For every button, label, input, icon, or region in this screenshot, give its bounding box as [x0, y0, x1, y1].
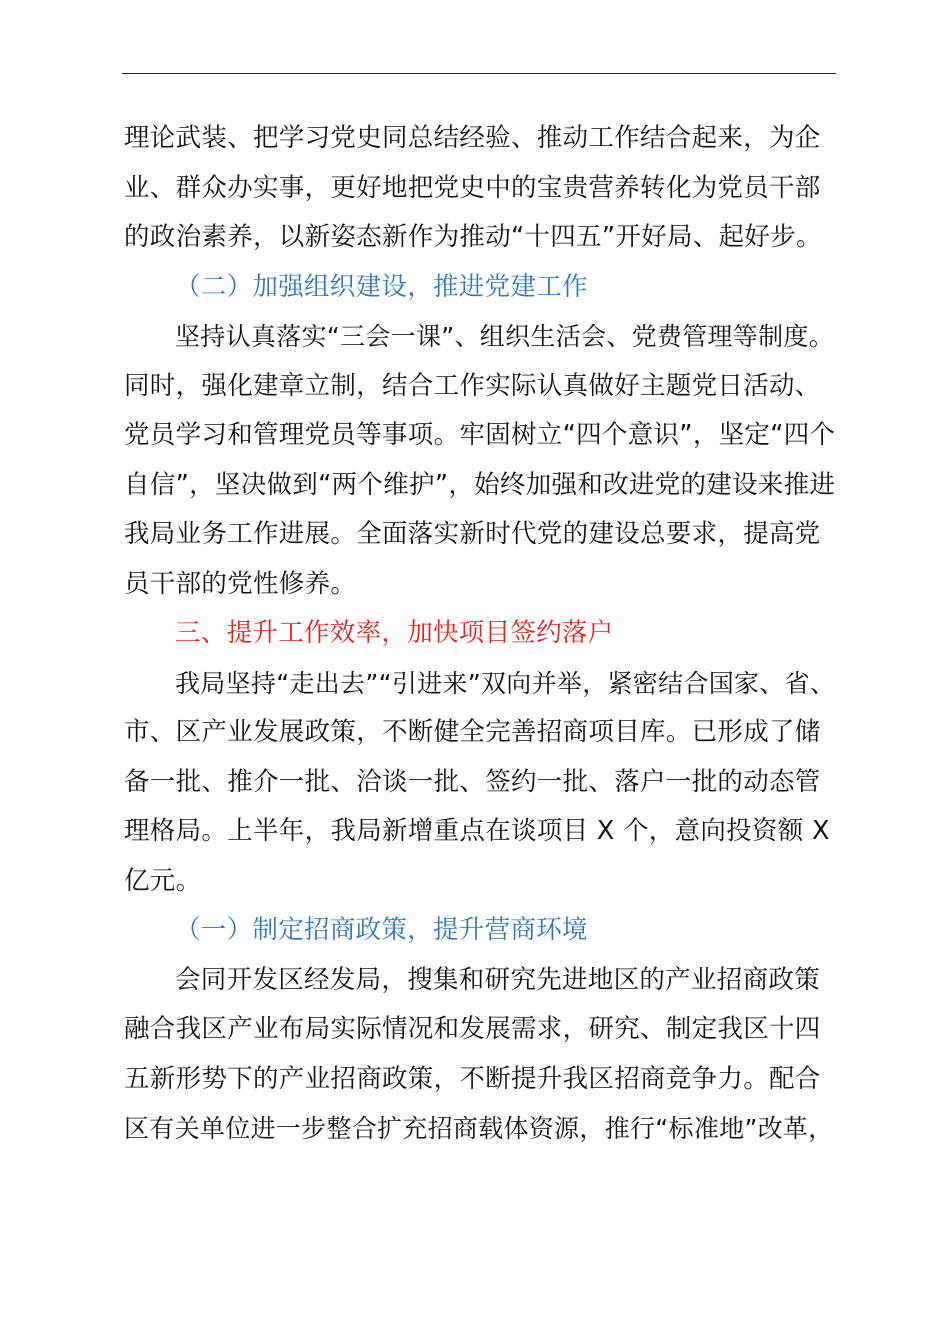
body-line: 我局坚持“走出去”“引进来”双向并举，紧密结合国家、省、	[175, 668, 836, 698]
body-line: 业、群众办实事，更好地把党史中的宝贵营养转化为党员干部	[124, 172, 821, 203]
body-line: 坚持认真落实“三会一课”、组织生活会、党费管理等制度。	[175, 322, 835, 351]
body-line: 会同开发区经发局，搜集和研究先进地区的产业招商政策	[175, 964, 821, 995]
body-line: 融合我区产业布局实际情况和发展需求，研究、制定我区十四	[124, 1014, 821, 1044]
body-line: 员干部的党性修养。	[124, 568, 357, 599]
body-line: 党员学习和管理党员等事项。牢固树立“四个意识”，坚定“四个	[124, 420, 836, 450]
body-line: 的政治素养，以新姿态新作为推动“十四五”开好局、起好步。	[124, 222, 822, 252]
section-heading-2: （二）加强组织建设，推进党建工作	[175, 271, 588, 302]
body-line: 区有关单位进一步整合扩充招商载体资源，推行“标准地”改革，	[124, 1114, 834, 1143]
body-line: 市、区产业发展政策，不断健全完善招商项目库。已形成了储	[124, 717, 821, 747]
body-line: 五新形势下的产业招商政策，不断提升我区招商竞争力。配合	[124, 1063, 821, 1094]
body-line: 我局业务工作进展。全面落实新时代党的建设总要求，提高党	[124, 519, 821, 549]
body-line: 自信”，坚决做到“两个维护”，始终加强和改进党的建设来推进	[124, 469, 836, 500]
body-line: 同时，强化建章立制，结合工作实际认真做好主题党日活动、	[124, 370, 821, 401]
body-line: 理论武装、把学习党史同总结经验、推动工作结合起来，为企	[124, 123, 821, 153]
body-line: 理格局。上半年，我局新增重点在谈项目 X 个，意向投资额 X	[124, 816, 830, 846]
header-rule	[122, 73, 836, 74]
body-line: 备一批、推介一批、洽谈一批、签约一批、落户一批的动态管	[124, 766, 821, 797]
body-line: 亿元。	[124, 865, 202, 896]
chapter-heading-3: 三、提升工作效率，加快项目签约落户	[175, 618, 614, 648]
section-heading-1: （一）制定招商政策，提升营商环境	[175, 915, 588, 945]
document-body	[124, 114, 840, 1154]
